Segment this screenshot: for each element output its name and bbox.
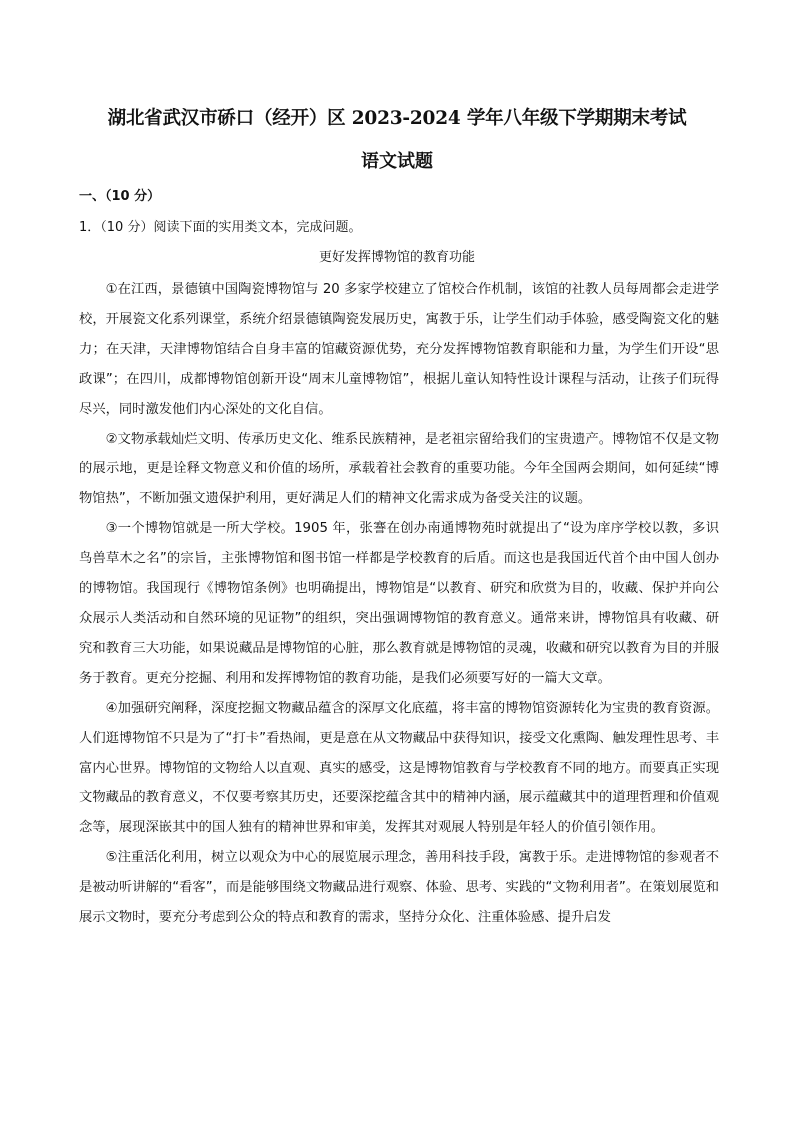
article-body xyxy=(79,275,719,933)
article-title: 更好发挥博物馆的教育功能 xyxy=(318,250,475,265)
question-intro: 1．（10 分）阅读下面的实用类文本，完成问题。 xyxy=(79,220,362,235)
paragraph-5: ⑤注重活化利用，树立以观众为中心的展览展示理念，善用科技手段，寓教于乐。走进博物馆的参观者不是被动听讲解的“看客”，而是能够围绕文物藏品进行观察、体验、思考、实践的“文物利用者”。在策划展览和展示文物时，要充分考虑到公众的特点和教育的需求，坚持分众化、注重体验感、提升启发 xyxy=(79,850,719,926)
paragraph-3: ③一个博物馆就是一所大学校。1905 年，张謇在创办南通博物苑时就提出了“设为庠序学校以教，多识鸟兽草木之名”的宗旨，主张博物馆和图书馆一样都是学校教育的后盾。而这也是我国近代首个由中国人创办的博物馆。我国现行《博物馆条例》也明确提出，博物馆是“以教育、研究和欣赏为目的，收藏、保护并向公众展示人类活动和自然环境的见证物”的组织，突出强调博物馆的教育意义。通常来讲，博物馆具有收藏、研究和教育三大功能，如果说藏品是博物馆的心脏，那么教育就是博物馆的灵魂，收藏和研究以教育为目的并服务于教育。更充分挖掘、利用和发挥博物馆的教育功能，是我们必须要写好的一篇大文章。 xyxy=(79,521,719,686)
document-subtitle: 语文试题 xyxy=(361,151,433,172)
paragraph-4: ④加强研究阐释，深度挖掘文物藏品蕴含的深厚文化底蕴，将丰富的博物馆资源转化为宝贵的教育资源。人们逛博物馆不只是为了“打卡”看热闹，更是意在从文物藏品中获得知识，接受文化熏陶、触发理性思考、丰富内心世界。博物馆的文物给人以直观、真实的感受，这是博物馆教育与学校教育不同的地方。而要真正实现文物藏品的教育意义，不仅要考察其历史，还要深挖蕴含其中的精神内涵，展示蕴藏其中的道理哲理和价值观念等，展现深嵌其中的国人独有的精神世界和审美，发挥其对观展人特别是年轻人的价值引领作用。 xyxy=(79,700,719,836)
document-title: 湖北省武汉市硚口（经开）区 2023-2024 学年八年级下学期期末考试 xyxy=(107,108,687,129)
paragraph-1: ①在江西，景德镇中国陶瓷博物馆与 20 多家学校建立了馆校合作机制，该馆的社教人员每周都会走进学校，开展瓷文化系列课堂，系统介绍景德镇陶瓷发展历史，寓教于乐，让学生们动手体验，感受陶瓷文化的魅力；在天津，天津博物馆结合自身丰富的馆藏资源优势，充分发挥博物馆教育职能和力量，为学生们开设“思政课”；在四川，成都博物馆创新开设“周末儿童博物馆”，根据儿童认知特性设计课程与活动，让孩子们玩得尽兴，同时激发他们内心深处的文化自信。 xyxy=(79,282,719,417)
paragraph-2: ②文物承载灿烂文明、传承历史文化、维系民族精神，是老祖宗留给我们的宝贵遗产。博物馆不仅是文物的展示地，更是诠释文物意义和价值的场所，承载着社会教育的重要功能。今年全国两会期间，如何延续“博物馆热”，不断加强文遗保护利用，更好满足人们的精神文化需求成为备受关注的议题。 xyxy=(79,431,719,507)
section-heading: 一、（10 分） xyxy=(79,189,161,204)
